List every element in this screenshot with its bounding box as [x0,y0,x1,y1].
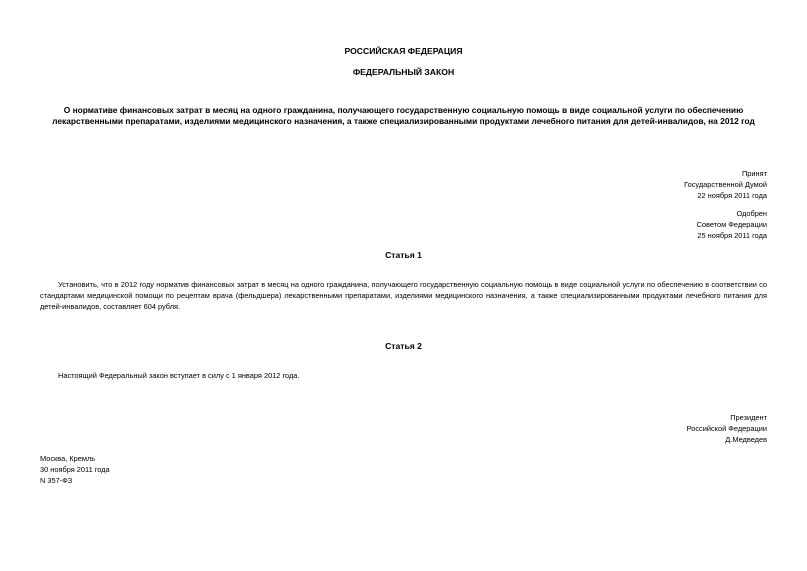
article2-text: Настоящий Федеральный закон вступает в силу с 1 января 2012 года. [58,371,300,380]
adoption-date: 22 ноября 2011 года [697,191,767,200]
footer-date: 30 ноября 2011 года [40,465,110,474]
approval-body: Советом Федерации [696,220,767,229]
signature-org: Российской Федерации [686,424,767,433]
footer-block [40,453,110,486]
article1-text: Установить, что в 2012 году норматив финансовых затрат в месяц на одного гражданина, получающего государственную социальную помощь в виде социальной услуги по обеспечению в соответствии со стандартами медицинской помощи по рецептам врача (фельдшера) лекарственными препаратами, изделиями медицинского назначения, а также специализированными продуктами лечебного питания для детей-инвалидов, составляет 604 рубля. [40,280,767,311]
signature-block [687,412,767,445]
adoption-block [684,168,767,201]
footer-place: Москва, Кремль [40,454,96,463]
country-heading: РОССИЙСКАЯ ФЕДЕРАЦИЯ [344,46,463,56]
adoption-body: Государственной Думой [684,180,767,189]
article2-heading: Статья 2 [385,341,422,351]
law-title: О нормативе финансовых затрат в месяц на одного гражданина, получающего государственную социальную помощь в виде социальной услуги по обеспечению лекарственными препаратами, изделиями медицинского назначения, а также специализированными продуктами лечебного питания для детей-инвалидов, на 2012 год [52,105,755,127]
footer-number: N 357-ФЗ [40,476,73,485]
approval-date: 25 ноября 2011 года [697,231,767,240]
article1-heading: Статья 1 [385,250,422,260]
signature-name: Д.Медведев [725,435,767,444]
doc-type-heading: ФЕДЕРАЛЬНЫЙ ЗАКОН [352,67,455,77]
approval-status: Одобрен [736,209,767,218]
signature-title: Президент [730,413,767,422]
adoption-status: Принят [741,169,767,178]
approval-block [697,208,767,241]
